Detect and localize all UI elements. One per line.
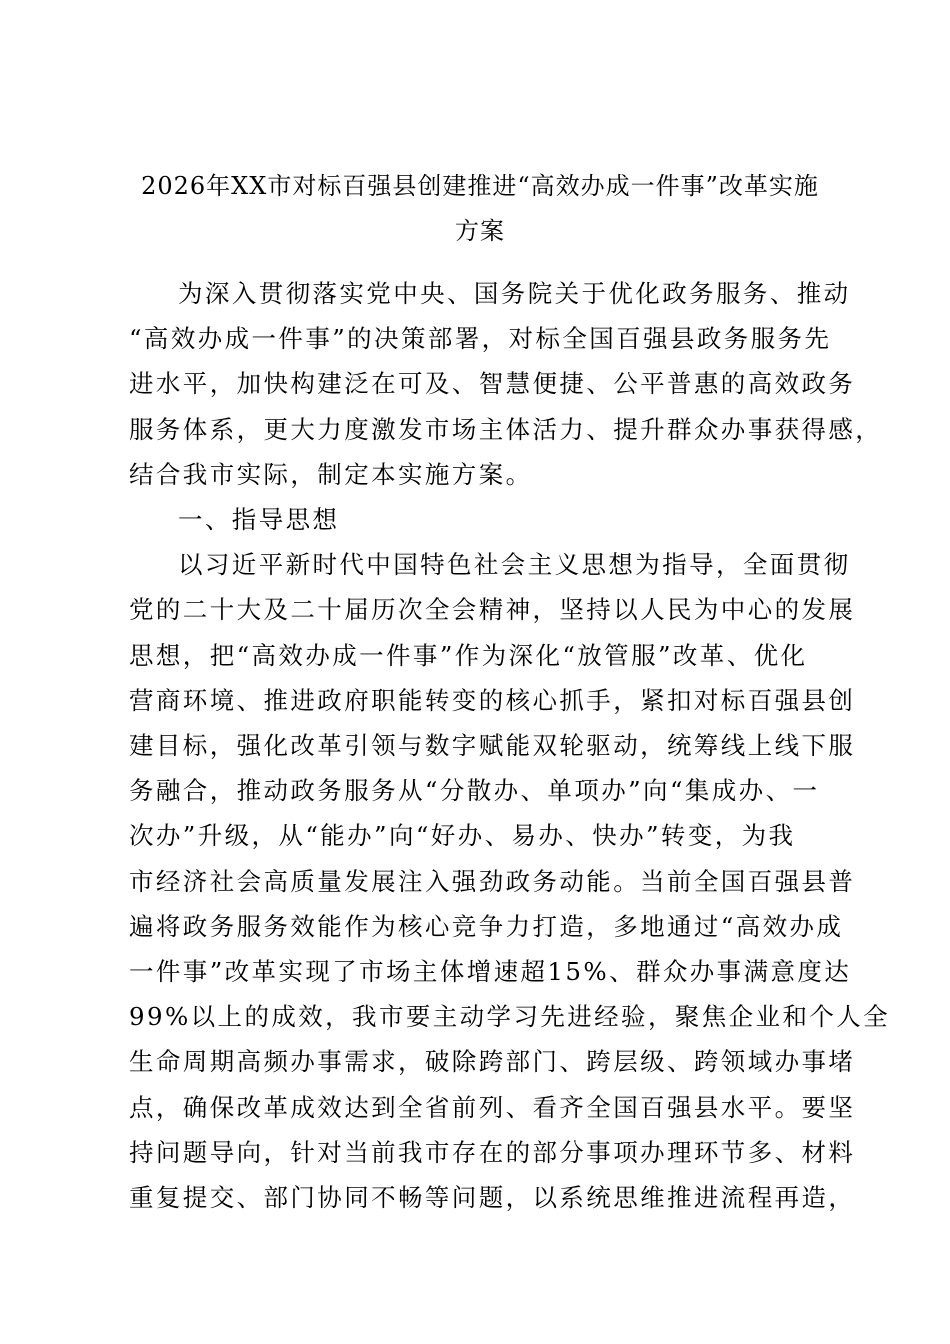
title-line-1: 2026年XX市对标百强县创建推进“高效办成一件事”改革实施 [141, 172, 819, 200]
section-heading: 一、指导思想 [178, 505, 340, 535]
paragraph-line: 遍将政务服务效能作为核心竞争力打造，多地通过“高效办成 [129, 911, 844, 941]
paragraph-line: 党的二十大及二十届历次全会精神，坚持以人民为中心的发展 [129, 595, 856, 625]
paragraph-line: 以习近平新时代中国特色社会主义思想为指导，全面贯彻 [178, 550, 851, 580]
title-line-2: 方案 [455, 217, 505, 245]
paragraph-line: 次办”升级，从“能办”向“好办、易办、快办”转变，为我 [129, 821, 796, 851]
paragraph-line: “高效办成一件事”的决策部署，对标全国百强县政务服务先 [129, 324, 832, 354]
paragraph-line: 市经济社会高质量发展注入强劲政务动能。当前全国百强县普 [129, 866, 856, 896]
paragraph-line: 生命周期高频办事需求，破除跨部门、跨层级、跨领域办事堵 [129, 1047, 856, 1077]
document-title [130, 164, 830, 254]
paragraph-line: 点，确保改革成效达到全省前列、看齐全国百强县水平。要坚 [129, 1092, 856, 1122]
paragraph-line: 进水平，加快构建泛在可及、智慧便捷、公平普惠的高效政务 [129, 369, 856, 399]
paragraph-line: 持问题导向，针对当前我市存在的部分事项办理环节多、材料 [129, 1137, 856, 1167]
paragraph-line: 结合我市实际，制定本实施方案。 [129, 459, 533, 489]
paragraph-line: 建目标，强化改革引领与数字赋能双轮驱动，统筹线上线下服 [129, 731, 856, 761]
paragraph-line: 营商环境、推进政府职能转变的核心抓手，紧扣对标百强县创 [129, 685, 856, 715]
paragraph-line: 一件事”改革实现了市场主体增速超15%、群众办事满意度达 [129, 957, 852, 987]
paragraph-line: 为深入贯彻落实党中央、国务院关于优化政务服务、推动 [178, 279, 851, 308]
paragraph-line: 99%以上的成效，我市要主动学习先进经验，聚焦企业和个人全 [129, 1002, 891, 1032]
document-body [129, 271, 891, 1220]
paragraph-line: 务融合，推动政务服务从“分散办、单项办”向“集成办、一 [129, 776, 820, 806]
paragraph-line: 服务体系，更大力度激发市场主体活力、提升群众办事获得感， [129, 414, 883, 444]
paragraph-line: 思想，把“高效办成一件事”作为深化“放管服”改革、优化 [129, 640, 808, 670]
paragraph-line: 重复提交、部门协同不畅等问题，以系统思维推进流程再造， [129, 1183, 856, 1213]
